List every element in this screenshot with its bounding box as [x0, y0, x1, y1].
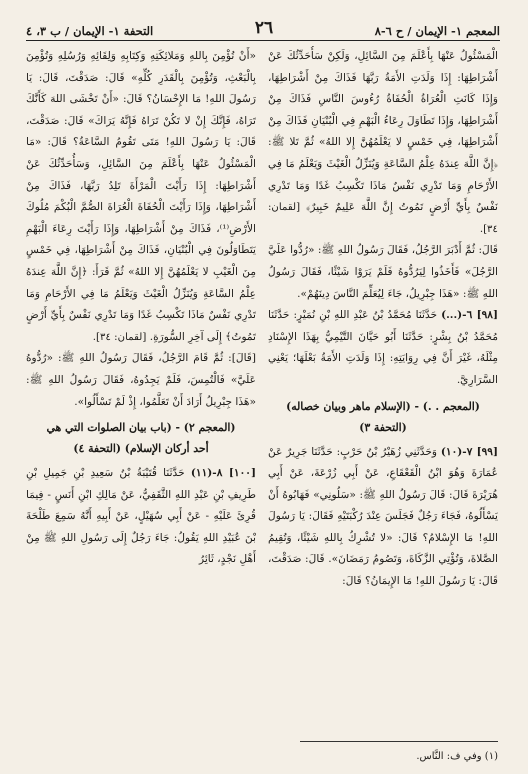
left-column [26, 46, 256, 734]
header-right: المعجم ١- الإيمان / ح ٦-٨ [374, 24, 500, 38]
footnote-rule [300, 741, 498, 742]
hadith-number: [٩٨] ٦-(...) [441, 309, 498, 322]
section-heading: (المعجم ٢) - (باب بيان الصلوات التي هي أحد أركان الإسلام) (التحفة ٤) [46, 421, 236, 456]
quran-reference: [لقمان: ٣٤]. [268, 202, 498, 235]
right-column [268, 46, 498, 734]
hadith-number: [٩٩] ٧-(١٠) [440, 445, 498, 458]
text-paragraph: الْمَسْئُولُ عَنْهَا بِأَعْلَمَ مِنَ السَّائِلِ، وَلَكِنْ سَأُحَدِّثُكَ عَنْ أَشْرَاطِهَا: إِذَا وَلَدَتِ الأَمَةُ رَبَّهَا فَذَاكَ مِنْ أَشْرَاطِهَا، وَإِذَا كَانَتِ الْعُرَاةُ الْحُفَاةُ رُءُوسَ النَّاسِ فَذَاكَ مِنْ أَشْرَاطِهَا، وَإِذَا تَطَاوَلَ رِعَاءُ الْبَهْمِ فِي الْبُنْيَانِ فَذَاكَ مِنْ أَشْرَاطِهَا، فِي خَمْسٍ لا يَعْلَمُهُنَّ إِلا اللهُ» ثُمَّ تَلا ﷺ: ﴿إِنَّ اللَّهَ عِندَهُ عِلْمُ السَّاعَةِ وَيُنَزِّلُ الْغَيْثَ وَيَعْلَمُ مَا فِي الأَرْحَامِ وَمَا تَدْرِي نَفْسٌ مَاذَا تَكْسِبُ غَدًا وَمَا تَدْرِي نَفْسٌ بِأَيِّ أَرْضٍ تَمُوتُ إِنَّ اللَّهَ عَلِيمٌ خَبِيرٌ﴾ [لقمان: ٣٤]. [268, 50, 498, 235]
page-header [26, 14, 500, 38]
page-number: ٢٦ [254, 18, 274, 38]
text-paragraph: «أَنْ تُؤْمِنَ بِاللهِ وَمَلائِكَتِهِ وَكِتَابِهِ وَلِقَائِهِ وَرُسُلِهِ وَتُؤْمِنَ بِالْبَعْثِ، وَتُؤْمِنَ بِالْقَدَرِ كُلِّهِ» قَالَ: صَدَقْتَ، قَالَ: يَا رَسُولَ اللهِ! مَا الإِحْسَانُ؟ قَالَ: «أَنْ تَخْشَى اللهَ كَأَنَّكَ تَرَاهُ، فَإِنَّكَ إِنْ لا تَكُنْ تَرَاهُ فَإِنَّهُ يَرَاكَ» قَالَ: صَدَقْتَ، قَالَ: يَا رَسُولَ اللهِ! مَتَى تَقُومُ السَّاعَةُ؟ قَالَ: «مَا الْمَسْئُولُ عَنْهَا بِأَعْلَمَ مِنَ السَّائِلِ، وَسَأُحَدِّثُكَ عَنْ أَشْرَاطِهَا: إِذَا رَأَيْتَ الْمَرْأَةَ تَلِدُ رَبَّهَا، فَذَاكَ مِنْ أَشْرَاطِهَا، وَإِذَا رَأَيْتَ الْحُفَاةَ الْعُرَاةَ الصُّمَّ الْبُكْمَ مُلُوكَ الأَرْضِ⁽¹⁾، فَذَاكَ مِنْ أَشْرَاطِهَا، وَإِذَا رَأَيْتَ رِعَاءَ الْبَهْمِ يَتَطَاوَلُونَ فِي الْبُنْيَانِ، فَذَاكَ مِنْ أَشْرَاطِهَا، فِي خَمْسٍ مِنَ الْغَيْبِ لا يَعْلَمُهُنَّ إِلا اللهُ» ثُمَّ قَرَأَ: ﴿إِنَّ اللَّهَ عِندَهُ عِلْمُ السَّاعَةِ وَيُنَزِّلُ الْغَيْثَ وَيَعْلَمُ مَا فِي الأَرْحَامِ وَمَا تَدْرِي نَفْسٌ مَاذَا تَكْسِبُ غَدًا وَمَا تَدْرِي نَفْسٌ بِأَيِّ أَرْضٍ تَمُوتُ﴾ إِلَى آخِرِ السُّورَةِ. [لقمان: ٣٤]. [26, 50, 256, 343]
header-rule [26, 40, 500, 41]
hadith-paragraph: [١٠٠] ٨-(١١) حَدَّثَنَا قُتَيْبَةُ بْنُ سَعِيدِ بْنِ جَمِيلِ بْنِ طَرِيفِ بْنِ عَبْدِ اللهِ الثَّقَفِيُّ، عَنْ مَالِكِ ابْنِ أَنَسٍ - فِيمَا قُرِئَ عَلَيْهِ - عَنْ أَبِي سُهَيْلٍ، عَنْ أَبِيهِ أَنَّهُ سَمِعَ طَلْحَةَ بْنَ عُبَيْدِ اللهِ يَقُولُ: جَاءَ رَجُلٌ إِلَى رَسُولِ اللهِ ﷺ مِنْ أَهْلِ نَجْدٍ، ثَائِرُ [26, 467, 256, 566]
hadith-paragraph: [٩٨] ٦-(...) حَدَّثَنَا مُحَمَّدُ بْنُ عَبْدِ اللهِ بْنِ نُمَيْرٍ: حَدَّثَنَا مُحَمَّدُ بْنُ بِشْرٍ: حَدَّثَنَا أَبُو حَيَّانَ التَّيْمِيُّ بِهَذَا الإِسْنَادِ مِثْلَهُ، غَيْرَ أَنَّ فِي رِوَايَتِهِ: إِذَا وَلَدَتِ الأَمَةُ بَعْلَهَا؛ يَعْنِي السَّرَارِيَّ. [268, 309, 498, 386]
section-heading: (المعجم . .) - (الإسلام ماهر وبيان خصاله) (التحفة ٣) [286, 399, 480, 434]
footnote: (١) وفي ف: النَّاس. [416, 751, 498, 762]
text-paragraph: [قَالَ]: ثُمَّ قَامَ الرَّجُلُ، فَقَالَ رَسُولُ اللهِ ﷺ: «رُدُّوهُ عَلَيَّ» فَالْتُمِسَ، فَلَمْ يَجِدُوهُ، فَقَالَ رَسُولُ اللهِ ﷺ: «هَذَا جِبْرِيلُ أَرَادَ أَنْ تَعَلَّمُوا، إِذْ لَمْ تَسْأَلُوا». [26, 352, 256, 408]
header-left: التحفة ١- الإيمان / ب ٣، ٤ [26, 24, 154, 38]
text-paragraph: قَالَ: ثُمَّ أَدْبَرَ الرَّجُلُ، فَقَالَ رَسُولُ اللهِ ﷺ: «رُدُّوا عَلَيَّ الرَّجُلَ» فَأَخَذُوا لِيَرُدُّوهُ فَلَمْ يَرَوْا شَيْئًا، فَقَالَ رَسُولُ اللهِ ﷺ: «هَذَا جِبْرِيلُ، جَاءَ لِيُعَلِّمَ النَّاسَ دِينَهُمْ». [268, 244, 498, 300]
hadith-paragraph: [٩٩] ٧-(١٠) وَحَدَّثَنِي زُهَيْرُ بْنُ حَرْبٍ: حَدَّثَنَا جَرِيرٌ عَنْ عُمَارَةَ وَهُوَ ابْنُ الْقَعْقَاعِ، عَنْ أَبِي زُرْعَةَ، عَنْ أَبِي هُرَيْرَةَ قَالَ: قَالَ رَسُولُ اللهِ ﷺ: «سَلُونِي» فَهَابُوهُ أَنْ يَسْأَلُوهُ، فَجَاءَ رَجُلٌ فَجَلَسَ عِنْدَ رُكْبَتَيْهِ فَقَالَ: يَا رَسُولَ اللهِ! مَا الإِسْلامُ؟ قَالَ: «لا تُشْرِكُ بِاللهِ شَيْئًا، وَتُقِيمُ الصَّلاةَ، وَتُؤْتِي الزَّكَاةَ، وَتَصُومُ رَمَضَانَ». قَالَ: صَدَقْتَ، قَالَ: يَا رَسُولَ اللهِ! مَا الإِيمَانُ؟ قَالَ: [268, 445, 498, 588]
hadith-number: [١٠٠] ٨-(١١) [190, 467, 256, 480]
quran-reference: [لقمان: ٣٤]. [92, 331, 147, 343]
